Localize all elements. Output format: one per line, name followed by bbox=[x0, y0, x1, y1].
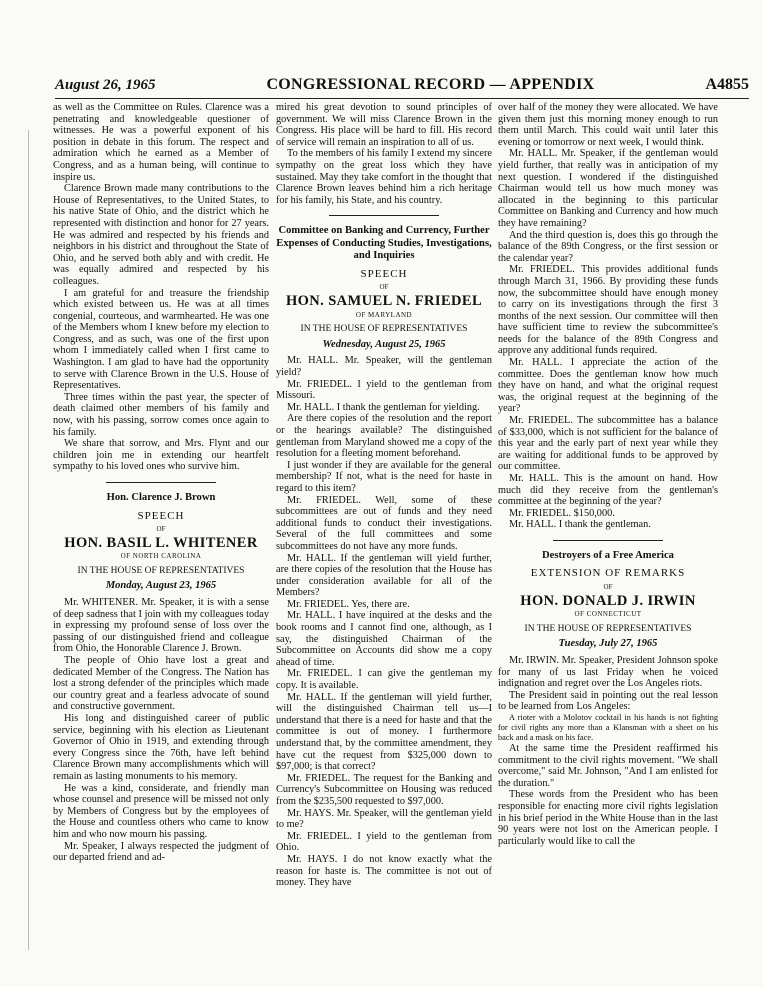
speaker-state: OF MARYLAND bbox=[355, 310, 413, 319]
speaker-name: HON. BASIL L. WHITENER bbox=[64, 534, 258, 551]
of-label: OF bbox=[379, 283, 389, 292]
paragraph: To the members of his family I extend my sincere sympathy on the great loss which they have sustained. May they take comfort in the thought that Clarence Brown leaves behind him a rich heritage for his family, his State, and his country. bbox=[276, 148, 492, 206]
header-date: August 26, 1965 bbox=[55, 77, 156, 93]
column-2 bbox=[276, 102, 492, 889]
header-page-number: A4855 bbox=[705, 76, 749, 93]
column-1 bbox=[53, 102, 269, 864]
speech-label: SPEECH bbox=[137, 509, 185, 522]
speech-date: Tuesday, July 27, 1965 bbox=[558, 638, 658, 650]
paragraph: Mr. FRIEDEL. Well, some of these subcommittees are out of funds and they need additional funds to conduct their investigations. Several of the full committees and some subcommittees do not have any more funds. bbox=[276, 494, 492, 552]
page-header bbox=[55, 76, 749, 99]
paragraph: as well as the Committee on Rules. Clarence was a penetrating and knowledgeable questioner of witnesses. He was a powerful exponent of his position in debate in this forum. The respect and admiration which he earned as a Member of Congress, and as a human being, will continue to inspire us. bbox=[53, 102, 269, 183]
paragraph: Mr. HALL. If the gentleman will yield further, are there copies of the resolution that the House has under consideration available for all of the Members? bbox=[276, 552, 492, 599]
paragraph: And the third question is, does this go through the balance of the 89th Congress, or the first session or the calendar year? bbox=[498, 229, 718, 264]
paragraph: The President said in pointing out the real lesson to be learned from Los Angeles: bbox=[498, 689, 718, 713]
paragraph: Mr. HALL. I thank the gentleman for yielding. bbox=[287, 401, 480, 413]
paragraph: Mr. HALL. This is the amount on hand. How much did they receive from the gentleman's committee at the beginning of the year? bbox=[498, 473, 718, 508]
extension-label: EXTENSION OF REMARKS bbox=[530, 567, 686, 580]
speaker-name: HON. DONALD J. IRWIN bbox=[520, 592, 696, 609]
section-divider bbox=[553, 540, 663, 541]
paragraph: Mr. FRIEDEL. The subcommittee has a balance of $33,000, which is not sufficient for the balance of this year and the early part of next year while they are waiting for additional funds to be approved by our committee. bbox=[498, 415, 718, 473]
speaker-state: OF CONNECTICUT bbox=[574, 610, 642, 619]
speaker-name: HON. SAMUEL N. FRIEDEL bbox=[285, 293, 483, 310]
paragraph: Three times within the past year, the specter of death claimed other members of his family and now, with his passing, sorrow comes once again to his family. bbox=[53, 391, 269, 438]
speech-label: SPEECH bbox=[360, 267, 408, 280]
paragraph: Are there copies of the resolution and the report or the hearings available? The distinguished gentleman from Maryland showed me a copy of the resolution for a fleeting moment beforehand. bbox=[276, 413, 492, 460]
section-divider bbox=[329, 215, 439, 216]
paragraph: Clarence Brown made many contributions to the House of Representatives, to the United States, to his native State of Ohio, and the district which he represented with distinction and honor for 27 years. He was admired and respected by his friends and neighbors in his district and throughout the State of Ohio, and he served both ably and with credit. He was equally admired and respected by his colleagues. bbox=[53, 183, 269, 287]
paragraph: We share that sorrow, and Mrs. Flynt and our children join me in extending our heartfelt sympathy to his loved ones who survive him. bbox=[53, 438, 269, 473]
paragraph: I just wonder if they are available for the general membership? If not, what is the need for haste in regard to this item? bbox=[276, 459, 492, 494]
paragraph: The people of Ohio have lost a great and dedicated Member of the Congress. The Nation has lost a strong defender of the principles which made our country great and a fearless advocate of sound and constructive government. bbox=[53, 655, 269, 713]
section-divider bbox=[106, 482, 216, 483]
paragraph: Mr. HALL. I appreciate the action of the committee. Does the gentleman know how much they have on hand, and what the original request was, the original request at the beginning of the year? bbox=[498, 357, 718, 415]
column-3 bbox=[498, 102, 718, 847]
house-label: IN THE HOUSE OF REPRESENTATIVES bbox=[77, 565, 245, 576]
paragraph: Mr. FRIEDEL. I yield to the gentleman from Ohio. bbox=[276, 830, 492, 854]
speech-date: Monday, August 23, 1965 bbox=[105, 580, 217, 592]
speaker-state: OF NORTH CAROLINA bbox=[120, 552, 202, 561]
paragraph: over half of the money they were allocated. We have given them just this morning money enough to run them until March. This could wait until later this evening or tomorrow or next week, I would think. bbox=[498, 102, 718, 148]
paragraph: mired his great devotion to sound principles of government. We will miss Clarence Brown in the Congress. His place will be hard to fill. His record of service will remain an inspiration to all of us. bbox=[276, 102, 492, 148]
paragraph: I am grateful for and treasure the friendship which existed between us. He was at all times congenial, courteous, and warmhearted. He was one of the Members whom I knew before my election to Congress, and as such, was one of the first upon whom I immediately called when I first came to Washington. I am glad to have had the opportunity to serve with Clarence Brown in the U.S. House of Representatives. bbox=[53, 287, 269, 392]
paragraph: Mr. FRIEDEL. I yield to the gentleman from Missouri. bbox=[276, 378, 492, 402]
section-heading: Destroyers of a Free America bbox=[542, 549, 674, 561]
paragraph: Mr. HAYS. I do not know exactly what the reason for haste is. The committee is not out of money. They have bbox=[276, 853, 492, 889]
paragraph: Mr. IRWIN. Mr. Speaker, President Johnson spoke for many of us last Friday when he voiced indignation and regret over the Los Angeles riots. bbox=[498, 655, 718, 690]
paragraph: His long and distinguished career of public service, beginning with his election as Lieutenant Governor of Ohio in 1919, and extending through every Congress since the 76th, have left behind Clarence Brown many accomplishments which will remain as lasting monuments to his memory. bbox=[53, 713, 269, 782]
paragraph: Mr. WHITENER. Mr. Speaker, it is with a sense of deep sadness that I join with my colleagues today in expressing my profound sense of loss over the passing of our distinguished friend and colleague from Ohio, the Honorable Clarence J. Brown. bbox=[53, 597, 269, 655]
block-quote: A rioter with a Molotov cocktail in his hands is not fighting for civil rights any more than a Klansman with a sheet on his back and a mask on his face. bbox=[498, 713, 718, 742]
paragraph: These words from the President who has been responsible for enacting more civil rights legislation in his brief period in the White House than in the last 90 years were not lost on the American people. I particularly would like to call the bbox=[498, 789, 718, 847]
paragraph: Mr. FRIEDEL. $150,000. bbox=[509, 507, 615, 519]
paragraph: Mr. FRIEDEL. I can give the gentleman my copy. It is available. bbox=[276, 668, 492, 692]
paragraph: Mr. HAYS. Mr. Speaker, will the gentleman yield to me? bbox=[276, 807, 492, 831]
speech-date: Wednesday, August 25, 1965 bbox=[322, 338, 446, 350]
paragraph: Mr. HALL. Mr. Speaker, if the gentleman would yield further, that really was in anticipation of my next question. I wondered if the distinguished Chairman would tell us how much money was allocated in the beginning to this particular Committee on Banking and Currency and how much they have remaining? bbox=[498, 148, 718, 229]
house-label: IN THE HOUSE OF REPRESENTATIVES bbox=[300, 324, 468, 335]
paragraph: Mr. FRIEDEL. Yes, there are. bbox=[287, 598, 410, 610]
paragraph: Mr. Speaker, I always respected the judgment of our departed friend and ad- bbox=[53, 840, 269, 864]
header-title: CONGRESSIONAL RECORD — APPENDIX bbox=[266, 76, 595, 93]
paragraph: Mr. HALL. I thank the gentleman. bbox=[509, 519, 651, 531]
house-label: IN THE HOUSE OF REPRESENTATIVES bbox=[524, 623, 692, 634]
paragraph: Mr. HALL. I have inquired at the desks and the book rooms and I cannot find one, although, as I say, the distinguished Chairman of the Subcommittee on Accounts did show me a copy ahead of time. bbox=[276, 610, 492, 668]
section-heading: Committee on Banking and Currency, Further Expenses of Conducting Studies, Investigations, and Inquiries bbox=[276, 225, 492, 262]
paragraph: At the same time the President reaffirmed his commitment to the civil rights movement. "We shall overcome," said Mr. Johnson, "And I am enlisted for the duration." bbox=[498, 743, 718, 789]
paragraph: Mr. HALL. If the gentleman will yield further, will the distinguished Chairman tell us—I understand that there is a need for haste and that the committee is out of money. I furthermore understand that, by the committee amendment, they have cut the request from $325,000 down to $97,000; is that correct? bbox=[276, 691, 492, 773]
paragraph: He was a kind, considerate, and friendly man whose counsel and presence will be missed not only by Members of Congress but by the employees of the House and countless others who came to know him and who now mourn his passing. bbox=[53, 782, 269, 840]
paragraph: Mr. FRIEDEL. The request for the Banking and Currency's Subcommittee on Housing was reduced from the $235,500 requested to $97,000. bbox=[276, 772, 492, 807]
section-heading: Hon. Clarence J. Brown bbox=[106, 492, 216, 503]
binding-edge bbox=[28, 130, 29, 950]
of-label: OF bbox=[156, 525, 166, 534]
paragraph: Mr. FRIEDEL. This provides additional funds through March 31, 1966. By providing these funds now, the subcommittee should have enough money to carry on its investigations through the first 3 months of the next session. Our committee will then have sufficient time to review the subcommittee's needs for the balance of the 89th Congress and approve any additional funds required. bbox=[498, 264, 718, 357]
paragraph: Mr. HALL. Mr. Speaker, will the gentleman yield? bbox=[276, 355, 492, 378]
of-label: OF bbox=[603, 583, 613, 592]
